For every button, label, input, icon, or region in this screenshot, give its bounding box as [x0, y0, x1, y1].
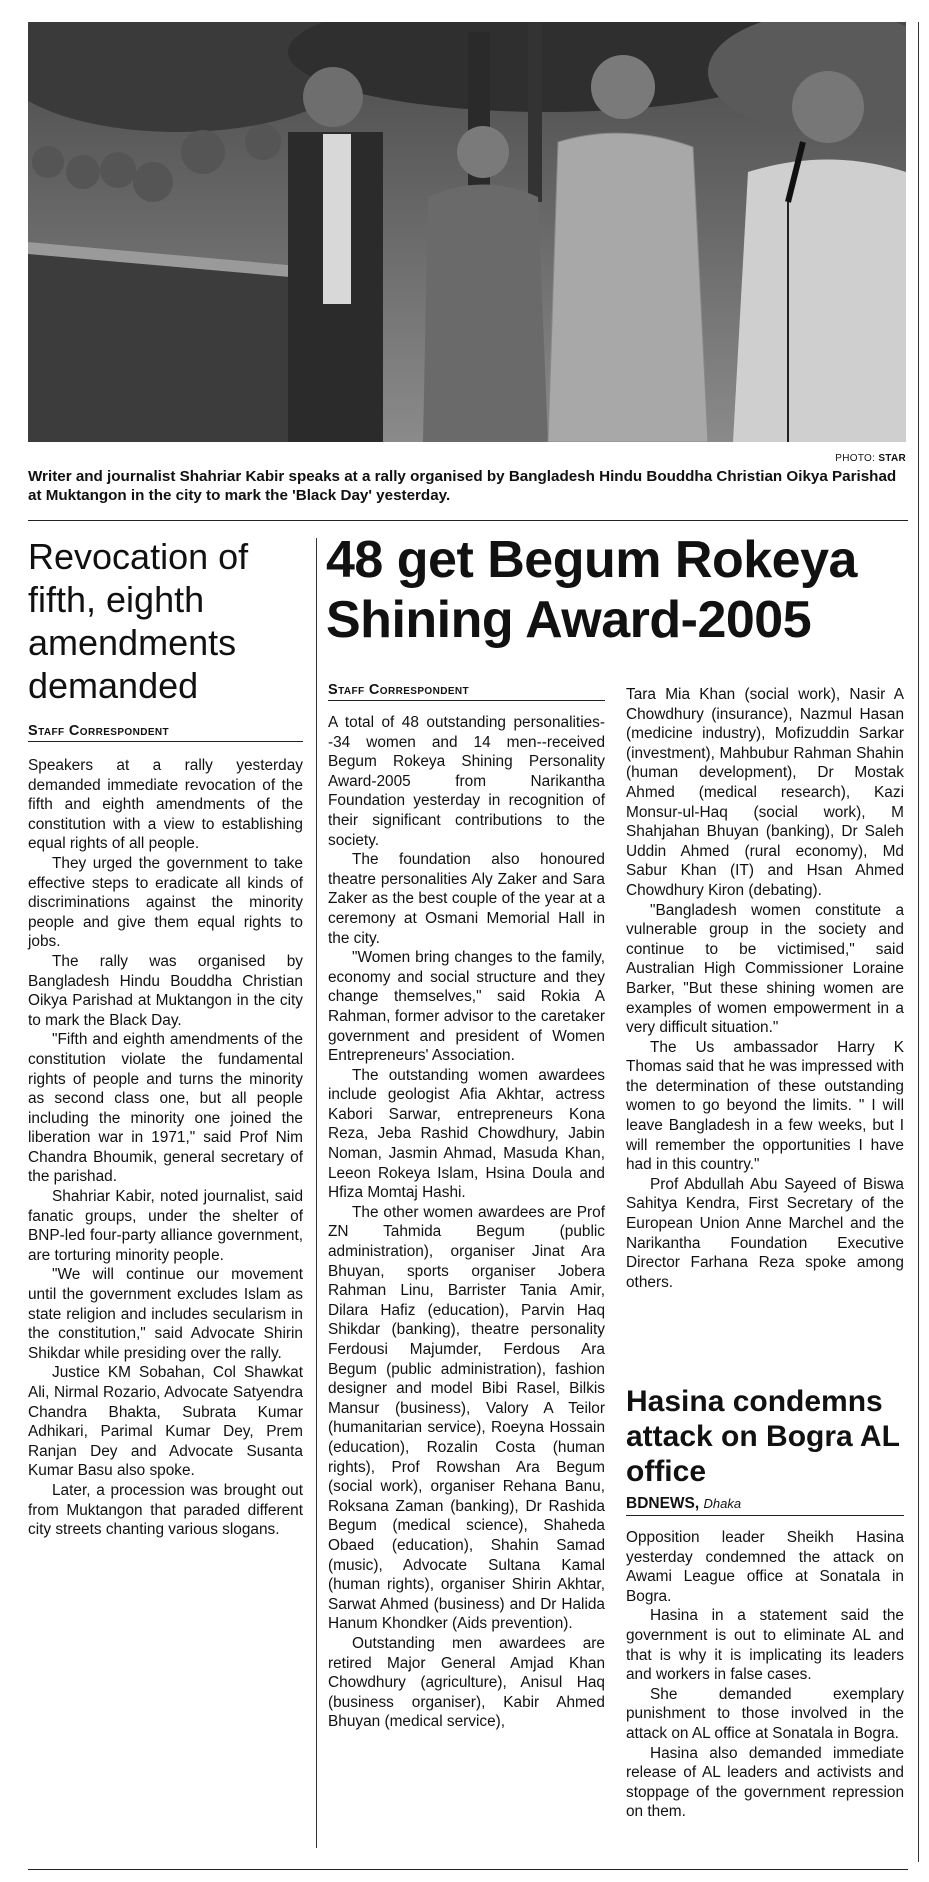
- right-dateline: [626, 1495, 904, 1513]
- left-paragraph: "Fifth and eighth amendments of the constitution violate the fundamental rights of people and turns the minority as second class one, but all people including the minority one joined the liberation war in 1971," said Prof Nim Chandra Bhoumik, general secretary of the parishad.: [28, 1031, 303, 1186]
- main-paragraph: "Women bring changes to the family, economy and social structure and they change themselves," said Rokia A Rahman, former advisor to the caretaker government and president of Women Entrepreneurs' Association.: [328, 949, 605, 1065]
- main-paragraph: Outstanding men awardees are retired Major General Amjad Khan Chowdhury (agriculture), Anisul Haq (business organiser), Kabir Ahmed Bhuyan (medical service),: [328, 1634, 605, 1731]
- photo-credit-source: STAR: [878, 453, 906, 464]
- left-paragraph: They urged the government to take effective steps to eradicate all kinds of discriminations against the minority people and give them equal rights to jobs.: [28, 854, 303, 951]
- left-byline: Staff Correspondent: [28, 723, 170, 739]
- left-paragraph: Justice KM Sobahan, Col Shawkat Ali, Nirmal Rozario, Advocate Satyendra Chandra Bhakta, Subrata Kumar Adhikari, Parimal Kumar Dey, Prem Ranjan Dey and Advocate Susanta Kumar Basu also spoke.: [28, 1364, 303, 1480]
- caption-divider: [28, 520, 908, 521]
- rally-photo: [28, 22, 906, 442]
- main-paragraph: Tara Mia Khan (social work), Nasir A Chowdhury (insurance), Nazmul Hasan (medicine industry), Mofizuddin Sarkar (investment), Mahbubur Rahman Shahin (human development), Dr Mostak Ahmed (medical research), Kazi Monsur-ul-Haq (social work), M Shahjahan Bhuyan (banking), Dr Saleh Uddin Ahmed (rural economy), Md Sabur Khan (IT) and Hsan Ahmed Chowdhury Kiron (debating).: [626, 686, 904, 899]
- right-dateline-rule: [626, 1515, 904, 1516]
- left-paragraph: The rally was organised by Bangladesh Hindu Bouddha Christian Oikya Parishad at Muktangon in the city to mark the Black Day.: [28, 952, 303, 1029]
- right-headline: Hasina condemns attack on Bogra AL office: [626, 1385, 900, 1488]
- right-paragraph: Hasina also demanded immediate release of AL leaders and activists and stoppage of the government repression on them.: [626, 1744, 904, 1821]
- page-bottom-rule: [28, 1869, 908, 1870]
- main-article-col1: [328, 682, 605, 1732]
- main-paragraph: "Bangladesh women constitute a vulnerable group in the society and continue to be victimised," said Australian High Commissioner Loraine Barker, "But these shining women are examples of women empowerment in a very difficult situation.": [626, 901, 904, 1037]
- right-article-body: [626, 1528, 904, 1822]
- photo-caption: Writer and journalist Shahriar Kabir speaks at a rally organised by Bangladesh Hindu Bouddha Christian Oikya Parishad at Muktangon in the city to mark the 'Black Day' yesterday.: [28, 468, 897, 504]
- right-paragraph: Hasina in a statement said the government is out to eliminate AL and that is why it is implicating its leaders and workers in false cases.: [626, 1607, 904, 1684]
- right-location: Dhaka: [703, 1496, 742, 1511]
- left-paragraph: Later, a procession was brought out from Muktangon that paraded different city streets chanting various slogans.: [28, 1481, 303, 1539]
- left-headline: Revocation of fifth, eighth amendments demanded: [28, 536, 249, 706]
- main-paragraph: Prof Abdullah Abu Sayeed of Biswa Sahitya Kendra, First Secretary of the European Union Anne Marchel and the Narikantha Foundation Executive Director Farhana Reza spoke among others.: [626, 1175, 904, 1291]
- page-edge-rule: [918, 22, 919, 1862]
- main-paragraph: The outstanding women awardees include geologist Afia Akhtar, actress Kabori Sarwar, entrepreneurs Kona Reza, Jeba Rashid Chowdhury, Jabin Noman, Jasmin Ahmad, Masuda Khan, Leeon Rokeya Islam, Hsina Doula and Hfiza Momtaj Hashi.: [328, 1066, 605, 1202]
- main-byline-rule: [328, 700, 605, 701]
- photo-credit-label: PHOTO:: [835, 453, 876, 464]
- left-byline-rule: [28, 741, 303, 742]
- left-article: [28, 535, 303, 1540]
- main-byline: Staff Correspondent: [328, 682, 470, 698]
- left-paragraph: Speakers at a rally yesterday demanded immediate revocation of the fifth and eighth amendments of the constitution with a view to establishing equal rights of all people.: [28, 757, 303, 853]
- main-paragraph: The other women awardees are Prof ZN Tahmida Begum (public administration), organiser Jinat Ara Bhuyan, sports organiser Jobera Rahman Linu, Barrister Tania Amir, Dilara Hafiz (education), Parvin Haq Shikdar (banking), theatre personality Ferdousi Majumder, Ferdous Ara Begum (public administration), fashion designer and model Bibi Rasel, Bilkis Mansur (business), Valory A Teilor (humanitarian service), Roeyna Hossain (education), Rozalin Costa (human rights), Prof Rowshan Ara Begum (social work), organiser Rehana Banu, Roksana Zaman (banking), Dr Rashida Begum (medical science), Shaheda Obaed (education), Shahin Samad (music), Advocate Sultana Kamal (human rights), organiser Shirin Akhtar, Sarwat Ahmed (business) and Dr Halida Hanum Khondker (Aids prevention).: [328, 1203, 605, 1633]
- main-paragraph: The foundation also honoured theatre personalities Aly Zaker and Sara Zaker as the best couple of the year at a ceremony at Osmani Memorial Hall in the city.: [328, 851, 605, 947]
- left-paragraph: Shahriar Kabir, noted journalist, said fanatic groups, under the shelter of BNP-led four-party alliance government, are torturing minority people.: [28, 1188, 303, 1264]
- main-paragraph: A total of 48 outstanding personalities--34 women and 14 men--received Begum Rokeya Shining Personality Award-2005 from Narikantha Foundation yesterday in recognition of their significant contributions to the society.: [328, 714, 605, 849]
- rally-photo-illustration: [28, 22, 906, 442]
- main-article-body-col1: [328, 713, 605, 1732]
- main-paragraph: The Us ambassador Harry K Thomas said that he was impressed with the determination of these outstanding women to go beyond the limits. " I will leave Bangladesh in a few weeks, but I will remember the opportunities I have had in this country.": [626, 1038, 905, 1174]
- right-article: [626, 1384, 904, 1822]
- photo-credit: [835, 453, 906, 464]
- right-paragraph: She demanded exemplary punishment to those involved in the attack on AL office at Sonatala in Bogra.: [626, 1685, 904, 1742]
- right-paragraph: Opposition leader Sheikh Hasina yesterday condemned the attack on Awami League office at Sonatala in Bogra.: [626, 1529, 904, 1605]
- left-article-body: [28, 756, 303, 1540]
- main-article-col2: [626, 685, 904, 1292]
- left-paragraph: "We will continue our movement until the government excludes Islam as state religion and includes secularism in the constitution," said Advocate Shirin Shikdar while presiding over the rally.: [28, 1266, 303, 1362]
- right-source: BDNEWS,: [626, 1495, 700, 1512]
- column-rule-left: [316, 538, 317, 1848]
- main-headline: 48 get Begum Rokeya Shining Award-2005: [326, 531, 857, 649]
